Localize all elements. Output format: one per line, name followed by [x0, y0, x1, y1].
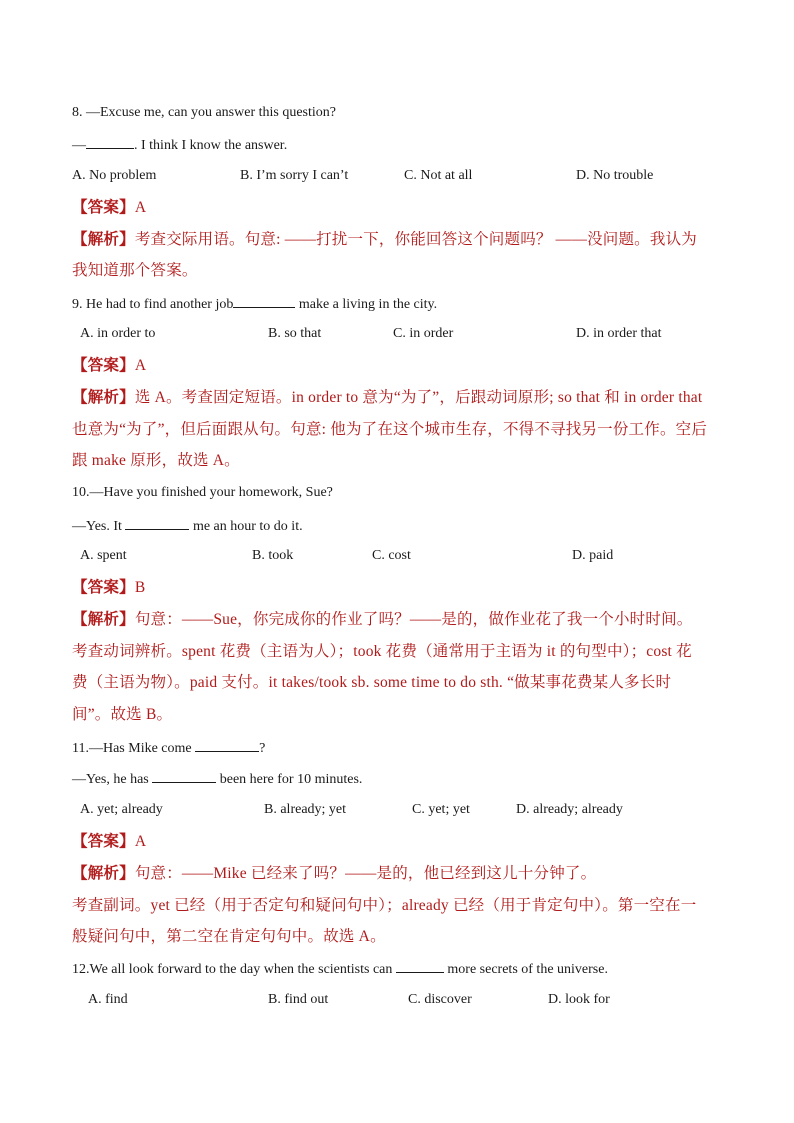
q9-blank	[233, 293, 295, 308]
analysis-label: 【解析】	[72, 231, 135, 248]
q9-option-b: B. so that	[268, 326, 322, 341]
q10-analysis-line-1	[72, 610, 692, 630]
q8-option-b: B. I’m sorry I can’t	[240, 168, 349, 183]
q11-analysis-line-1	[72, 864, 596, 884]
q9-stem-post: make a living in the city.	[295, 297, 438, 312]
q8-dash: —	[72, 138, 86, 153]
q9-answer	[72, 356, 146, 376]
q10-stem: 10.—Have you finished your homework, Sue?	[72, 485, 333, 500]
q11-analysis-line-2: 考查副词。yet 已经（用于否定句和疑问句中）；already 已经（用于肯定句中）。第一空在一	[72, 897, 697, 914]
q12-option-a: A. find	[88, 992, 128, 1007]
q11-stem-reply	[72, 768, 362, 790]
q8-analysis-line-1	[72, 230, 697, 250]
analysis-label: 【解析】	[72, 611, 135, 628]
q8-stem-reply	[72, 134, 287, 156]
q10-option-d: D. paid	[572, 548, 614, 563]
q10-stem-reply	[72, 515, 303, 537]
q12-stem-pre: 12.We all look forward to the day when the scientists can	[72, 962, 396, 977]
q9-stem-pre: 9. He had to find another job	[72, 297, 234, 312]
q10-answer	[72, 578, 145, 598]
answer-value: A	[134, 199, 147, 216]
q8-reply-text: . I think I know the answer.	[134, 138, 288, 153]
q8-option-d: D. No trouble	[576, 168, 654, 183]
answer-value: B	[134, 579, 146, 596]
analysis-label: 【解析】	[72, 865, 135, 882]
q10-reply-post: me an hour to do it.	[189, 519, 303, 534]
q12-option-b: B. find out	[268, 992, 329, 1007]
q10-option-c: C. cost	[372, 548, 411, 563]
q10-analysis-line-2: 考查动词辨析。spent 花费（主语为人）；took 花费（通常用于主语为 it 的句型中）；cost 花	[72, 643, 692, 660]
q12-option-d: D. look for	[548, 992, 610, 1007]
q8-stem: 8. —Excuse me, can you answer this question?	[72, 105, 336, 120]
q11-blank-2	[152, 768, 216, 783]
q10-analysis-line-3: 费（主语为物）。paid 支付。it takes/took sb. some time to do sth. “做某事花费某人多长时	[72, 674, 672, 691]
q11-answer	[72, 832, 146, 852]
q12-blank	[396, 958, 444, 973]
analysis-text: 句意：——Sue，你完成你的作业了吗？——是的，做作业花了我一个小时时间。	[134, 611, 693, 628]
answer-label: 【答案】	[72, 199, 135, 216]
q11-stem-post: ?	[259, 741, 266, 756]
q10-option-b: B. took	[252, 548, 294, 563]
analysis-text: 句意：——Mike 已经来了吗？——是的，他已经到这儿十分钟了。	[134, 865, 597, 882]
q11-option-d: D. already; already	[516, 802, 623, 817]
q11-reply-post: been here for 10 minutes.	[216, 772, 363, 787]
q10-blank	[125, 515, 189, 530]
answer-label: 【答案】	[72, 357, 135, 374]
q12-stem	[72, 958, 608, 980]
analysis-text: 考查交际用语。句意: ——打扰一下，你能回答这个问题吗？ ——没问题。我认为	[134, 231, 697, 248]
q11-option-a: A. yet; already	[80, 802, 163, 817]
q10-option-a: A. spent	[80, 548, 127, 563]
analysis-text: 选 A。考查固定短语。in order to 意为“为了”，后跟动词原形; so that 和 in order that	[134, 389, 703, 406]
q11-reply-pre: —Yes, he has	[72, 772, 153, 787]
q11-stem	[72, 737, 265, 759]
q12-stem-post: more secrets of the universe.	[443, 962, 608, 977]
q11-option-b: B. already; yet	[264, 802, 347, 817]
answer-value: A	[134, 357, 147, 374]
q9-analysis-line-1	[72, 388, 702, 408]
q9-analysis-line-2: 也意为“为了”，但后面跟从句。句意: 他为了在这个城市生存，不得不寻找另一份工作。空后	[72, 421, 708, 438]
q9-option-c: C. in order	[393, 326, 454, 341]
q8-option-a: A. No problem	[72, 168, 157, 183]
q9-stem	[72, 293, 437, 315]
q9-option-d: D. in order that	[576, 326, 662, 341]
analysis-label: 【解析】	[72, 389, 135, 406]
answer-value: A	[134, 833, 147, 850]
q12-option-c: C. discover	[408, 992, 472, 1007]
q8-blank	[86, 134, 134, 149]
answer-label: 【答案】	[72, 579, 135, 596]
q8-option-c: C. Not at all	[404, 168, 473, 183]
q8-analysis-line-2: 我知道那个答案。	[72, 262, 198, 279]
q11-blank-1	[195, 737, 259, 752]
q9-analysis-line-3: 跟 make 原形，故选 A。	[72, 452, 240, 469]
q8-answer	[72, 198, 146, 218]
q10-analysis-line-4: 间”。故选 B。	[72, 706, 173, 723]
q11-stem-pre: 11.—Has Mike come	[72, 741, 196, 756]
q10-reply-pre: —Yes. It	[72, 519, 126, 534]
q9-option-a: A. in order to	[80, 326, 156, 341]
q11-option-c: C. yet; yet	[412, 802, 470, 817]
q11-analysis-line-3: 般疑问句中，第二空在肯定句句中。故选 A。	[72, 928, 386, 945]
answer-label: 【答案】	[72, 833, 135, 850]
